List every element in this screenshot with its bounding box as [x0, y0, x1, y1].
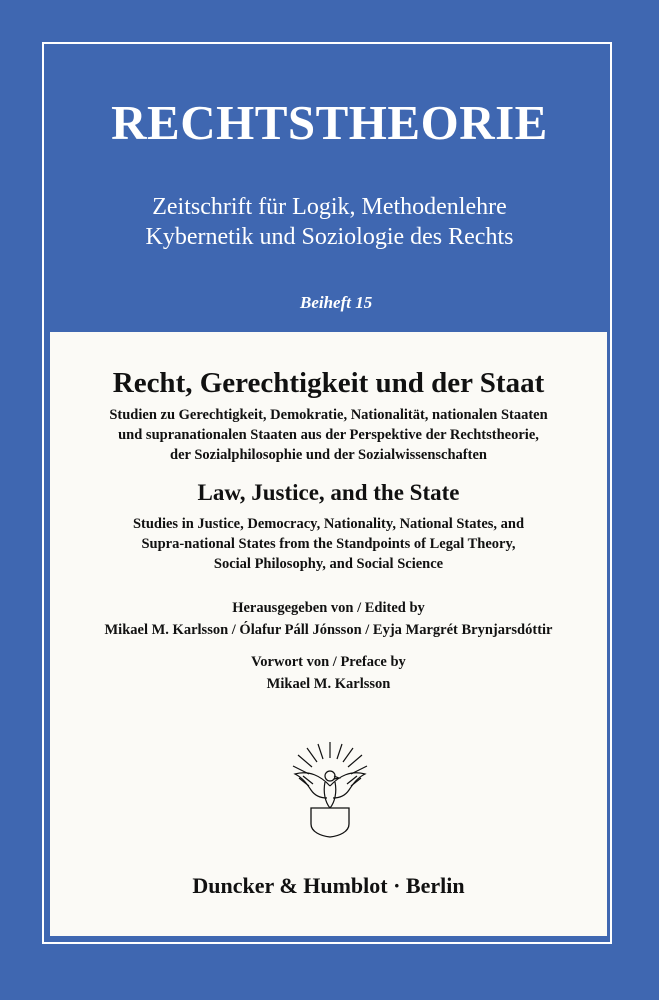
book-subtitle-english [50, 514, 607, 574]
supplement-number: Beiheft 15 [300, 293, 373, 312]
subtitle-line: Social Philosophy, and Social Science [213, 556, 444, 572]
series-subtitle-line: Kybernetik und Soziologie des Rechts [145, 224, 514, 250]
book-title-german: Recht, Gerechtigkeit und der Staat [112, 367, 545, 399]
series-subtitle-line: Zeitschrift für Logik, Methodenlehre [152, 194, 507, 220]
subtitle-line: Studies in Justice, Democracy, Nationality, National States, and [132, 516, 525, 532]
subtitle-line: und supranationalen Staaten aus der Perspektive der Rechtstheorie, [118, 427, 539, 443]
book-title-english: Law, Justice, and the State [197, 480, 460, 505]
subtitle-line: Studien zu Gerechtigkeit, Demokratie, Nationalität, nationalen Staaten [109, 407, 548, 423]
series-title: RECHTSTHEORIE [111, 95, 548, 150]
publisher: Duncker & Humblot · Berlin [192, 873, 465, 898]
edited-by-label: Herausgegeben von / Edited by [232, 600, 425, 616]
title-panel [50, 332, 607, 936]
eagle-seal-icon [287, 740, 373, 838]
series-subtitle [0, 192, 659, 252]
editors: Mikael M. Karlsson / Ólafur Páll Jónsson / Eyja Margrét Brynjarsdóttir [104, 622, 553, 638]
subtitle-line: der Sozialphilosophie und der Sozialwissenschaften [170, 447, 487, 463]
preface-author: Mikael M. Karlsson [266, 676, 391, 692]
book-subtitle-german [50, 405, 607, 465]
preface-label: Vorwort von / Preface by [251, 654, 406, 670]
subtitle-line: Supra-national States from the Standpoints of Legal Theory, [141, 536, 516, 552]
